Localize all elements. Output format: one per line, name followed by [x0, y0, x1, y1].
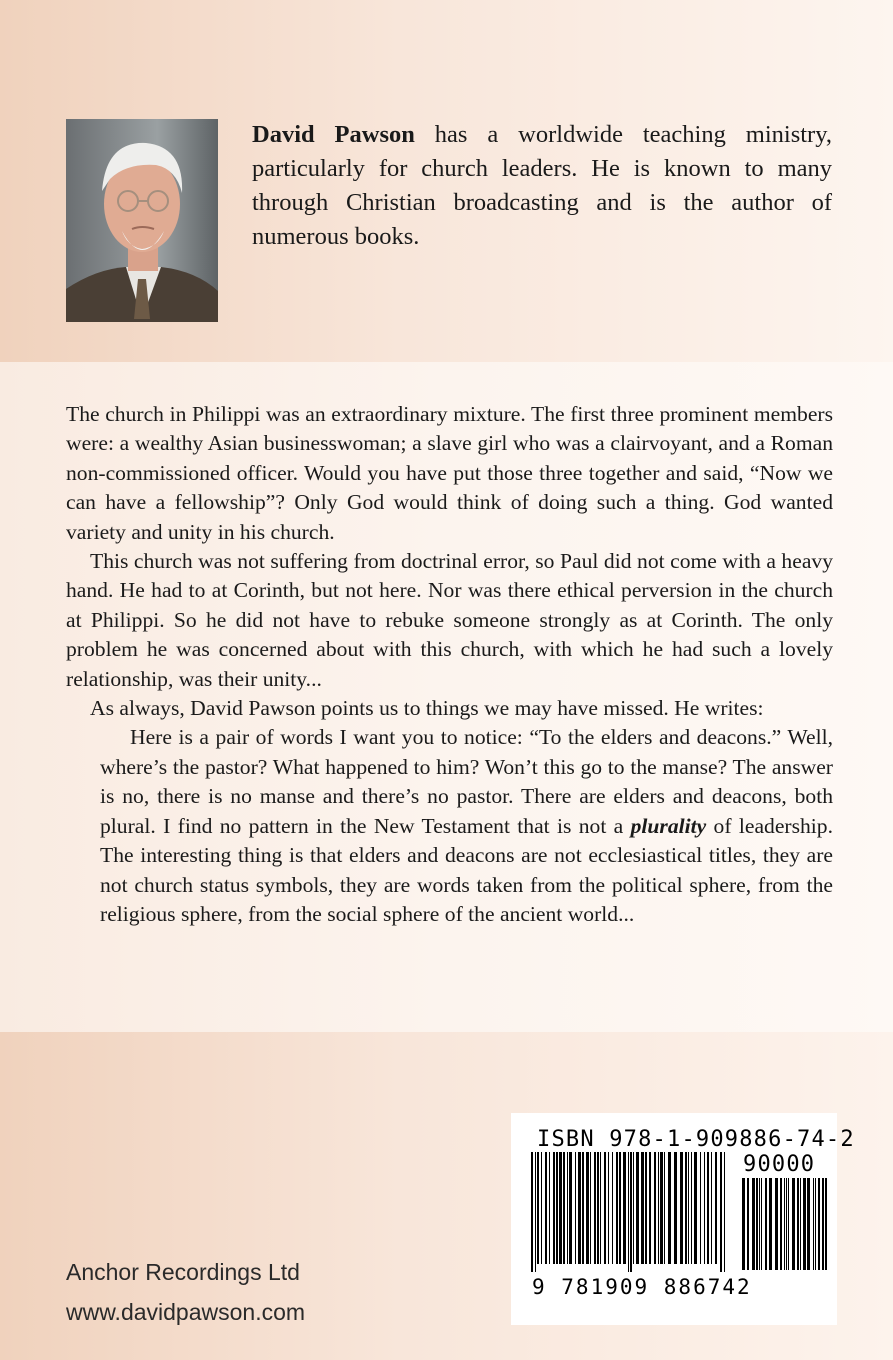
barcode-bar [569, 1152, 572, 1264]
publisher-website: www.davidpawson.com [66, 1299, 306, 1325]
barcode-bar [545, 1152, 547, 1264]
barcode-bar [616, 1152, 618, 1264]
barcode-bar [780, 1178, 782, 1270]
barcode-bar [813, 1178, 814, 1270]
barcode-bar [660, 1152, 663, 1264]
barcode-bar [765, 1178, 767, 1270]
barcode-bar [597, 1152, 599, 1264]
description [66, 400, 833, 929]
quote-text-before: Here is a pair of words I want you to notice: “To the elders and deacons.” Well, where’s the pastor? What happened to him? Won’t this go to the manse? The answer is no, there is no manse and there’s no pastor. There are elders and deacons, both plural. I find no pattern in the New Testament that is not a [100, 725, 833, 838]
barcode-bar [792, 1178, 795, 1270]
barcode-bar [535, 1152, 536, 1272]
barcode-bar [541, 1152, 542, 1264]
barcode-bar [575, 1152, 576, 1264]
barcode-bar [658, 1152, 659, 1264]
barcode-bar [715, 1152, 717, 1264]
price-code: 90000 [743, 1152, 816, 1177]
barcode-bar [582, 1152, 584, 1264]
barcode-bar [641, 1152, 644, 1264]
barcode-bar [784, 1178, 785, 1270]
barcode-bar [742, 1178, 745, 1270]
barcode-bar [752, 1178, 755, 1270]
barcode-bar [578, 1152, 581, 1264]
barcode-bar [724, 1152, 725, 1272]
barcode-bar [654, 1152, 656, 1264]
barcode-bar [537, 1152, 539, 1264]
barcode-bar [531, 1152, 533, 1272]
barcode-bar [825, 1178, 827, 1270]
barcode-bar [594, 1152, 596, 1264]
barcode-bar [807, 1178, 810, 1270]
barcode-bar [797, 1178, 799, 1270]
barcode-bar [700, 1152, 701, 1264]
barcode-bar [747, 1178, 749, 1270]
barcode-bar [704, 1152, 705, 1264]
barcode-bar [688, 1152, 689, 1264]
barcode-bar [586, 1152, 589, 1264]
price-barcode-bars [742, 1178, 828, 1270]
barcode-bar [563, 1152, 565, 1264]
barcode-bar [630, 1152, 632, 1272]
barcode-bar [549, 1152, 550, 1264]
barcode-bar [822, 1178, 824, 1270]
barcode-bar [707, 1152, 709, 1264]
publisher-name: Anchor Recordings Ltd [66, 1259, 300, 1285]
publisher-info [66, 1252, 305, 1332]
quote-text-after: of leadership. The interesting thing is that elders and deacons are not ecclesiastical titles, they are not church status symbols, they are words taken from the political sphere, from the religious sphere, from the social sphere of the ancient world... [100, 813, 833, 926]
barcode-bar [553, 1152, 555, 1264]
barcode-bar [590, 1152, 591, 1264]
author-bio [252, 118, 832, 254]
description-paragraph-1: The church in Philippi was an extraordinary mixture. The first three prominent members were: a wealthy Asian businesswoman; a slave girl who was a clairvoyant, and a Roman non-commissioned officer. Would you have put those three together and said, “Now we can have a fellowship”? Only God would think of doing such a thing. God wanted variety and unity in his church. [66, 402, 833, 544]
barcode-bar [786, 1178, 787, 1270]
barcode-bar [664, 1152, 665, 1264]
block-quote [66, 723, 833, 929]
barcode-bar [788, 1178, 789, 1270]
barcode-bar [567, 1152, 568, 1264]
barcode-bar [645, 1152, 647, 1264]
barcode-bar [720, 1152, 722, 1272]
barcode-bar [818, 1178, 820, 1270]
barcode-bar [668, 1152, 671, 1264]
quote-emphasis: plurality [630, 813, 707, 838]
barcode-bar [633, 1152, 634, 1264]
barcode-bar [636, 1152, 639, 1264]
isbn-text: ISBN 978-1-909886-74-2 [537, 1127, 855, 1152]
barcode-bar [694, 1152, 697, 1264]
description-paragraph-2: This church was not suffering from doctrinal error, so Paul did not come with a heavy hand. He had to at Corinth, but not here. Nor was there ethical perversion in the church at Philippi. So he did not have to rebuke someone strongly as at Corinth. The only problem he was concerned about with this church, with which he had such a lovely relationship, was their unity... [66, 549, 833, 691]
barcode-bar [674, 1152, 677, 1264]
barcode-bar [649, 1152, 651, 1264]
barcode-bar [628, 1152, 629, 1272]
description-paragraph-3: As always, David Pawson points us to things we may have missed. He writes: [90, 696, 764, 721]
author-name: David Pawson [252, 121, 415, 148]
barcode-bar [711, 1152, 712, 1264]
barcode-bar [775, 1178, 778, 1270]
barcode-bar [600, 1152, 601, 1264]
barcode-bar [761, 1178, 762, 1270]
barcode-bar [815, 1178, 816, 1270]
author-photo [66, 119, 218, 322]
barcode-bar [559, 1152, 562, 1264]
barcode-bar [612, 1152, 613, 1264]
barcode-bar [685, 1152, 687, 1264]
barcode-bar [759, 1178, 760, 1270]
barcode-bar [623, 1152, 626, 1264]
author-bio-text: has a worldwide teaching ministry, particularly for church leaders. He is known to many through Christian broadcasting and is the author of numerous books. [252, 121, 832, 250]
barcode-bar [769, 1178, 772, 1270]
barcode-bar [756, 1178, 758, 1270]
barcode-bar [691, 1152, 692, 1264]
barcode-bar [680, 1152, 683, 1264]
barcode-bar [619, 1152, 621, 1264]
barcode-bar [800, 1178, 801, 1270]
ean-number: 9 781909 886742 [532, 1275, 752, 1299]
barcode-bar [803, 1178, 806, 1270]
barcode-bars [531, 1152, 725, 1272]
barcode-bar [604, 1152, 606, 1264]
barcode-bar [556, 1152, 558, 1264]
barcode-bar [608, 1152, 609, 1264]
